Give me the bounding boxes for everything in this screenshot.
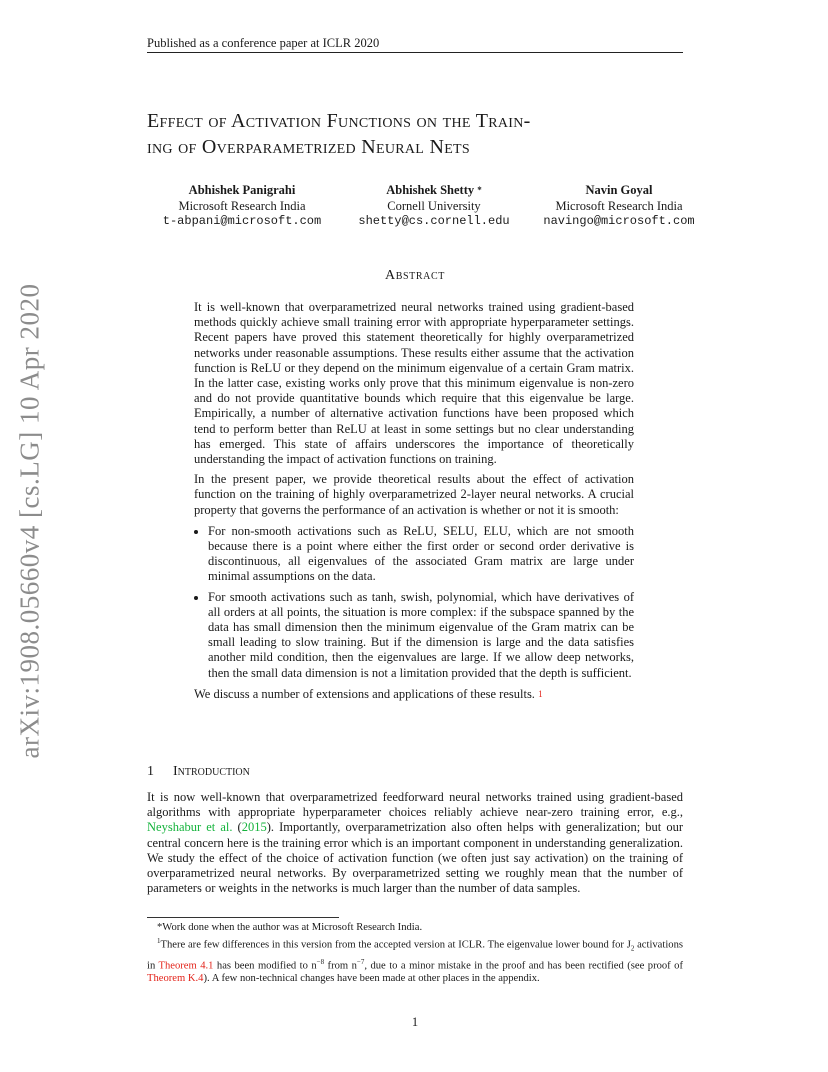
header-rule (147, 52, 683, 53)
section-heading-introduction (147, 764, 683, 780)
abstract-bullet-list (194, 524, 634, 681)
running-header: Published as a conference paper at ICLR 2020 (147, 36, 380, 50)
footnote-star: *Work done when the author was at Microsoft Research India. (157, 922, 423, 933)
abstract-closing: We discuss a number of extensions and applications of these results. $^1$ (194, 686, 543, 701)
arxiv-sidebar (8, 283, 52, 759)
footnote-1: $^1$There are few differences in this version from the accepted version at ICLR. The eigenvalue lower bound for $J_2$ activations in Theorem 4.1 has been modified to $n^{-8}$ from $n^{-7}$, due to a minor mistake in the proof and has been rectified (see proof of Theorem K.4). A few non-technical changes have been made at other places in the appendix. (147, 937, 683, 985)
citation-link-year[interactable]: 2015 (241, 820, 267, 835)
author-affiliation: Microsoft Research India (555, 198, 683, 213)
author-footnote-mark: * (477, 185, 482, 195)
section-number: 1 (147, 764, 154, 779)
author-email: t-abpani@microsoft.com (162, 214, 322, 228)
author-affiliation: Microsoft Research India (178, 198, 306, 213)
abstract-paragraph-1: It is well-known that overparametrized neural networks trained using gradient-based methods quickly achieve small training error with appropriate hyperparameter settings. Recent papers have proved this statement theoretically for highly overparametrized networks under reasonable assumptions. These results either assume that the activation function is ReLU or they depend on the minimum eigenvalue of a certain Gram matrix. In the latter case, existing works only prove that this minimum eigenvalue is non-zero and do not provide quantitative bounds which require that this eigenvalue be large. Empirically, a number of alternative activation functions have been proposed which tend to perform better than ReLU at least in some settings but no clear understanding has emerged. This state of affairs underscores the importance of theoretically understanding the impact of activation functions on training. (194, 300, 634, 467)
author-email: navingo@microsoft.com (543, 214, 695, 228)
section-title: Introduction (173, 764, 250, 779)
footnote-link-1[interactable]: 1 (538, 688, 543, 699)
introduction-body (147, 790, 683, 896)
title-line-1: Effect of Activation Functions on the Train- (147, 110, 531, 132)
author-email: shetty@cs.cornell.edu (358, 214, 510, 228)
citation-link-author[interactable]: Neyshabur et al. (147, 820, 233, 835)
abstract-paragraph-2: In the present paper, we provide theoretical results about the effect of activation function on the training of highly overparametrized 2-layer neural networks. A crucial property that governs the performance of an activation is whether or not it is smooth: (194, 472, 634, 517)
footnotes (147, 921, 683, 986)
footnote-rule (147, 917, 339, 918)
author-3 (519, 183, 719, 230)
theorem-k-4-link[interactable]: Theorem K.4 (147, 973, 204, 985)
author-name: Abhishek Shetty * (386, 183, 482, 197)
title-line-2: ing of Overparametrized Neural Nets (147, 136, 470, 158)
theorem-4-1-link[interactable]: Theorem 4.1 (158, 960, 214, 972)
abstract-heading: Abstract (385, 268, 445, 283)
author-2 (334, 183, 534, 230)
intro-paragraph-1: It is now well-known that overparametrized feedforward neural networks trained using gradient-based algorithms with appropriate hyperparameter choices reliably achieve near-zero training error, e.g., Neyshabur et al. (2015). Importantly, overparametrization also often helps with generalization; but our central concern here is the training error which is an important component in understanding generalization. We study the effect of the choice of activation function (we often just say activation) on the training of overparametrized neural networks. By overparametrized setting we roughly mean that the number of parameters or weights in the networks is much larger than the number of data samples. (147, 790, 683, 896)
bullet-non-smooth: • For non-smooth activations such as ReLU, SELU, ELU, which are not smooth because there is a point where either the first order or second order derivative is discontinuous, all eigenvalues of the associated Gram matrix are large under minimal assumptions on the data. (208, 524, 634, 585)
page-number: 1 (411, 1015, 419, 1029)
author-1 (142, 183, 342, 230)
abstract-body (194, 300, 634, 707)
paper-title (147, 108, 707, 160)
author-affiliation: Cornell University (387, 198, 481, 213)
author-name: Navin Goyal (585, 183, 653, 197)
bullet-smooth: • For smooth activations such as tanh, swish, polynomial, which have derivatives of all orders at all points, the situation is more complex: if the subspace spanned by the data has small dimension then the minimum eigenvalue of the Gram matrix can be small leading to slow training. But if the dimension is large and the data satisfies another mild condition, then the eigenvalues are large. If we allow deep networks, then the small data dimension is not a limitation provided that the depth is sufficient. (208, 590, 634, 681)
arxiv-id: arXiv:1908.05660v4 [cs.LG] 10 Apr 2020 (14, 283, 45, 759)
author-name: Abhishek Panigrahi (188, 183, 296, 197)
